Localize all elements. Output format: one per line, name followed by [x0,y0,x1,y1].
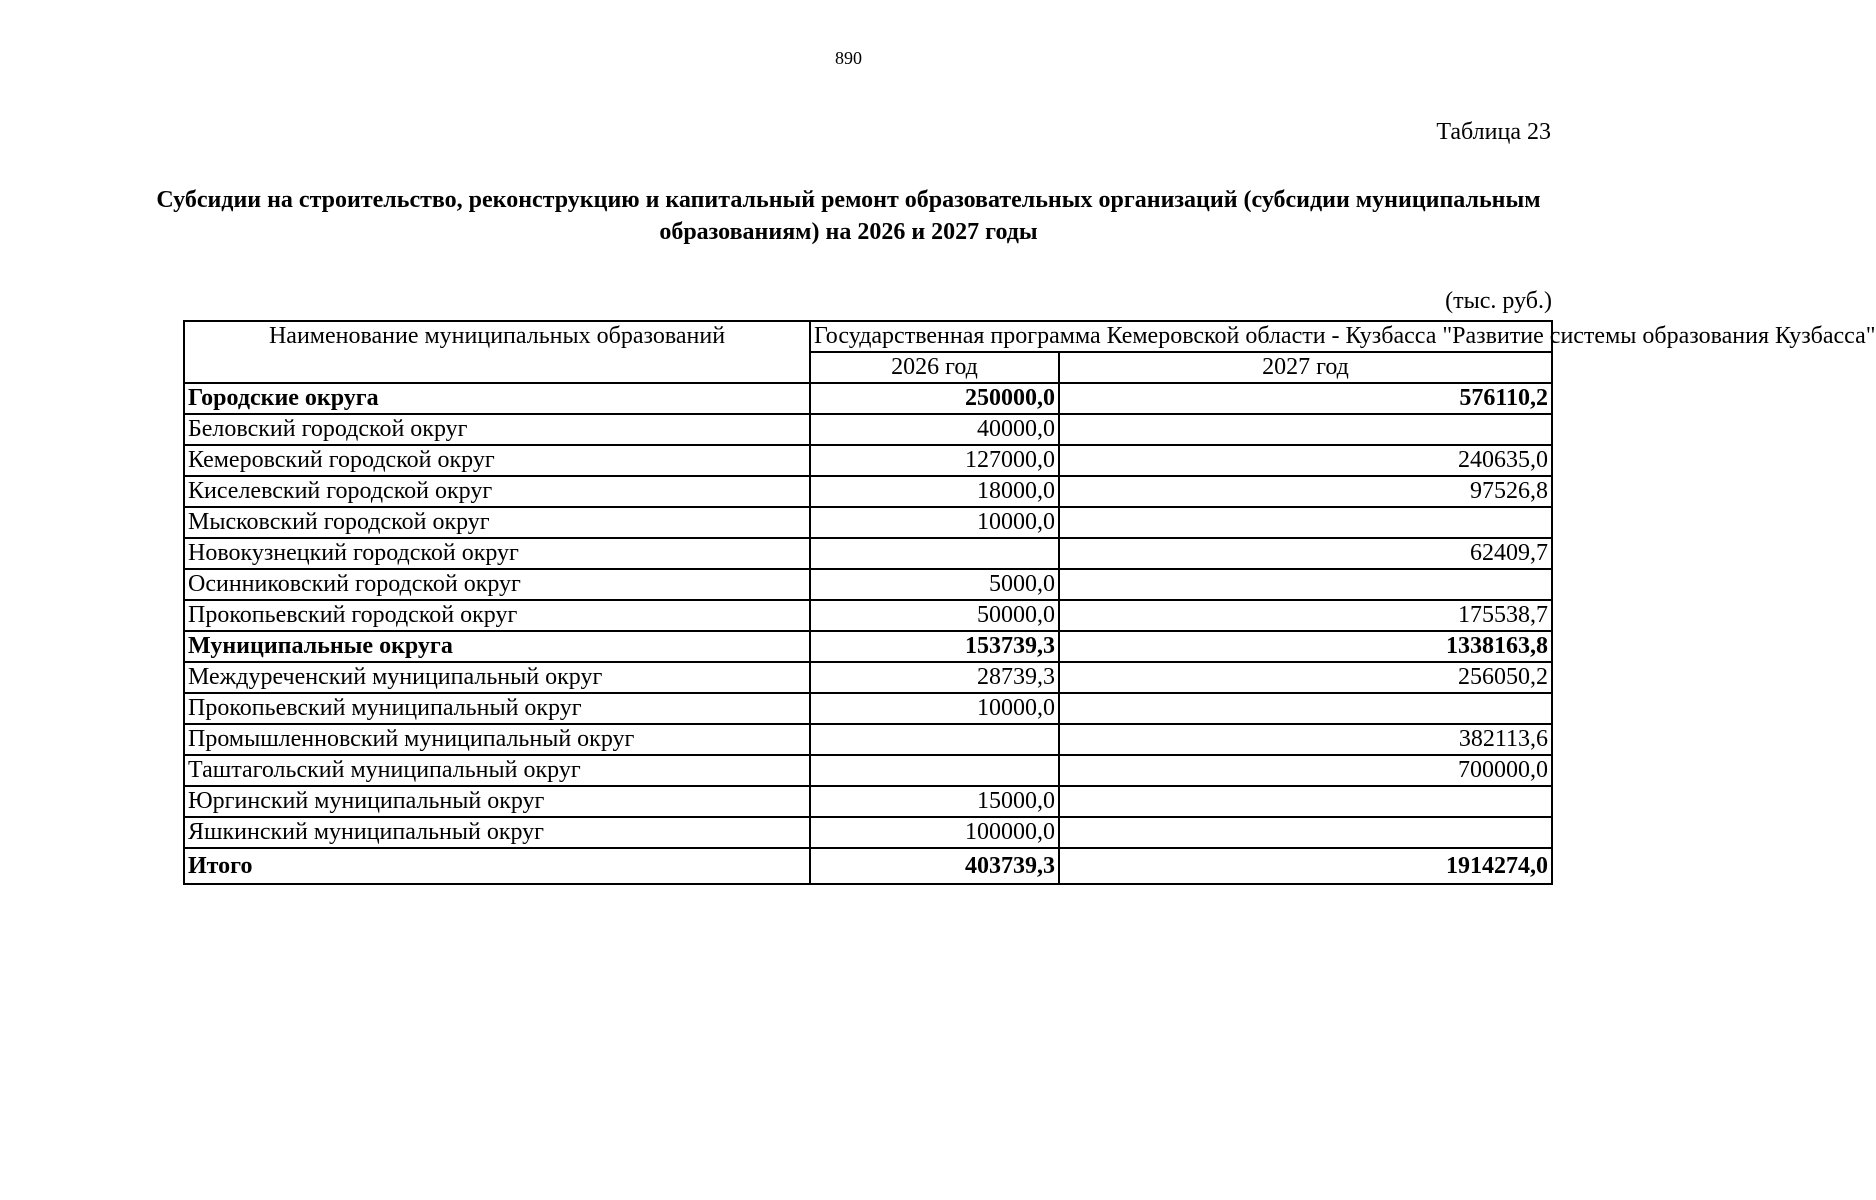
value-2026-cell [810,538,1059,569]
value-2026-cell: 403739,3 [810,848,1059,884]
value-2027-cell [1059,569,1552,600]
value-2026-cell: 250000,0 [810,383,1059,414]
table-row [184,569,1552,600]
value-2027-cell: 175538,7 [1059,600,1552,631]
table-row [184,600,1552,631]
value-2026-cell: 10000,0 [810,693,1059,724]
value-2027-cell: 240635,0 [1059,445,1552,476]
municipality-name-cell: Новокузнецкий городской округ [184,538,810,569]
page-number: 890 [835,48,862,68]
municipality-name-cell: Осинниковский городской округ [184,569,810,600]
table-row [184,817,1552,848]
municipality-name-cell: Юргинский муниципальный округ [184,786,810,817]
municipality-name-cell: Прокопьевский муниципальный округ [184,693,810,724]
municipality-name-cell: Таштагольский муниципальный округ [184,755,810,786]
value-2027-cell [1059,786,1552,817]
subsidies-table [183,320,1876,885]
municipality-name-cell: Мысковский городской округ [184,507,810,538]
value-2027-cell: 62409,7 [1059,538,1552,569]
municipality-name-cell: Беловский городской округ [184,414,810,445]
value-2027-cell: 1338163,8 [1059,631,1552,662]
value-2027-cell [1059,507,1552,538]
column-header-program: Государственная программа Кемеровской области - Кузбасса "Развитие системы образования Кузбасса" [810,321,1552,352]
value-2027-cell: 1914274,0 [1059,848,1552,884]
value-2026-cell: 153739,3 [810,631,1059,662]
value-2027-cell: 576110,2 [1059,383,1552,414]
value-2026-cell: 127000,0 [810,445,1059,476]
table-row [184,786,1552,817]
value-2026-cell: 18000,0 [810,476,1059,507]
value-2027-cell: 700000,0 [1059,755,1552,786]
column-header-2027: 2027 год [1059,352,1552,383]
table-number: Таблица 23 [1436,119,1551,145]
table-body [184,383,1552,884]
value-2027-cell: 382113,6 [1059,724,1552,755]
municipality-name-cell: Итого [184,848,810,884]
value-2027-cell: 256050,2 [1059,662,1552,693]
table-row [184,538,1552,569]
table-row [184,507,1552,538]
table-row [184,476,1552,507]
table-row [184,848,1552,884]
table-row [184,662,1552,693]
table-row [184,755,1552,786]
municipality-name-cell: Яшкинский муниципальный округ [184,817,810,848]
municipality-name-cell: Киселевский городской округ [184,476,810,507]
value-2026-cell [810,755,1059,786]
municipality-name-cell: Кемеровский городской округ [184,445,810,476]
municipality-name-cell: Городские округа [184,383,810,414]
table-row [184,445,1552,476]
value-2027-cell [1059,414,1552,445]
table-row [184,724,1552,755]
value-2026-cell: 15000,0 [810,786,1059,817]
value-2027-cell: 97526,8 [1059,476,1552,507]
municipality-name-cell: Междуреченский муниципальный округ [184,662,810,693]
value-2027-cell [1059,693,1552,724]
table-row [184,414,1552,445]
document-title: Субсидии на строительство, реконструкцию и капитальный ремонт образовательных организаций (субсидии муниципальным образованиям) на 2026 и 2027 годы [156,187,1541,245]
municipality-name-cell: Прокопьевский городской округ [184,600,810,631]
value-2026-cell: 50000,0 [810,600,1059,631]
table-row [184,693,1552,724]
value-2026-cell [810,724,1059,755]
value-2026-cell: 100000,0 [810,817,1059,848]
value-2026-cell: 28739,3 [810,662,1059,693]
value-2026-cell: 40000,0 [810,414,1059,445]
column-header-2026: 2026 год [810,352,1059,383]
table-row [184,383,1552,414]
municipality-name-cell: Муниципальные округа [184,631,810,662]
column-header-name: Наименование муниципальных образований [184,321,810,383]
value-2027-cell [1059,817,1552,848]
municipality-name-cell: Промышленновский муниципальный округ [184,724,810,755]
header-row [184,321,1552,352]
value-2026-cell: 10000,0 [810,507,1059,538]
table-row [184,631,1552,662]
value-2026-cell: 5000,0 [810,569,1059,600]
units-label: (тыс. руб.) [1445,288,1552,314]
